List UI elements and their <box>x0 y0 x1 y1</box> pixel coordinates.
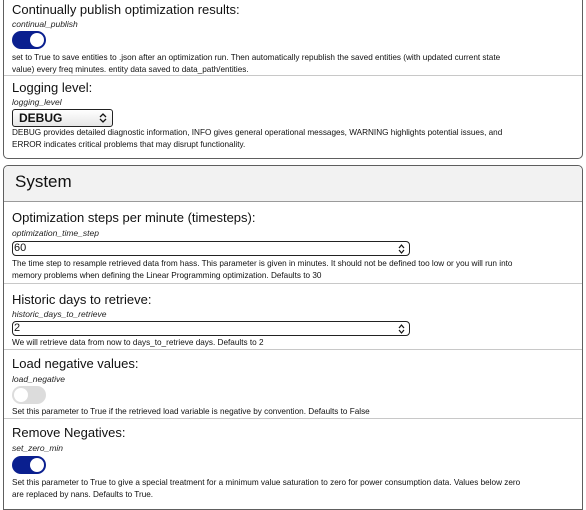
historic-days-key: historic_days_to_retrieve <box>12 309 107 319</box>
historic-days-label: Historic days to retrieve: <box>12 292 152 307</box>
load-negative-label: Load negative values: <box>12 356 139 371</box>
publishing-panel <box>3 0 583 159</box>
continual-publish-description: set to True to save entities to .json after an optimization run. Then automatically republish the saved entities (with updated current state value) every freq minutes. entity data saved to data_path/entities. <box>12 53 501 74</box>
set-zero-min-key: set_zero_min <box>12 443 64 453</box>
param-load-negative <box>4 350 582 419</box>
toggle-knob <box>30 33 44 47</box>
set-zero-min-description: Set this parameter to True to give a special treatment for a minimum value saturation to zero for power consumption data. Values below zero are replaced by nans. Defaults to True. <box>12 478 521 499</box>
system-title: System <box>15 172 72 191</box>
logging-level-key: logging_level <box>12 97 62 107</box>
stepper-icon[interactable] <box>398 243 405 255</box>
system-panel <box>3 165 583 510</box>
historic-days-value: 2 <box>14 322 21 334</box>
load-negative-description: Set this parameter to True if the retrieved load variable is negative by convention. Defaults to False <box>12 407 370 416</box>
logging-level-description: DEBUG provides detailed diagnostic information, INFO gives general operational messages, WARNING highlights potential issues, and ERROR indicates critical problems that may disrupt functionality. <box>12 128 503 149</box>
logging-level-selected-value: DEBUG <box>19 111 63 125</box>
logging-level-label: Logging level: <box>12 80 93 95</box>
logging-level-select[interactable] <box>12 109 113 127</box>
optimization-time-step-label: Optimization steps per minute (timesteps): <box>12 210 256 225</box>
param-set-zero-min <box>4 419 582 499</box>
optimization-time-step-value: 60 <box>14 242 27 254</box>
load-negative-toggle[interactable] <box>12 386 46 404</box>
chevron-updown-icon <box>99 113 107 123</box>
stepper-icon[interactable] <box>398 323 405 335</box>
set-zero-min-label: Remove Negatives: <box>12 425 126 440</box>
toggle-knob <box>30 458 44 472</box>
optimization-time-step-input[interactable] <box>12 241 410 256</box>
system-header <box>4 166 582 202</box>
param-optimization-time-step <box>4 202 582 284</box>
continual-publish-toggle[interactable] <box>12 31 46 49</box>
optimization-time-step-description: The time step to resample retrieved data from hass. This parameter is given in minutes. It should not be defined too low or you will run into memory problems when defining the Linear Programming optimization. Defaults to 30 <box>12 259 513 280</box>
toggle-knob <box>14 388 28 402</box>
param-continual-publish <box>4 0 582 76</box>
optimization-time-step-key: optimization_time_step <box>12 228 99 238</box>
param-historic-days <box>4 284 582 350</box>
historic-days-description: We will retrieve data from now to days_to_retrieve days. Defaults to 2 <box>12 338 264 347</box>
load-negative-key: load_negative <box>12 374 65 384</box>
continual-publish-key: continual_publish <box>12 19 78 29</box>
continual-publish-label: Continually publish optimization results: <box>12 2 240 17</box>
set-zero-min-toggle[interactable] <box>12 456 46 474</box>
historic-days-input[interactable] <box>12 321 410 336</box>
param-logging-level <box>4 76 582 156</box>
